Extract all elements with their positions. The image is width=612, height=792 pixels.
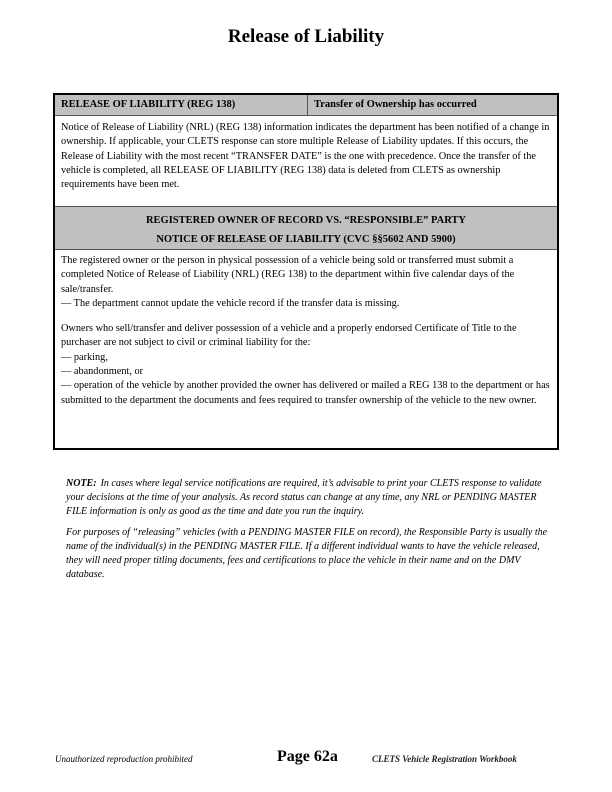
- table-header-row: [55, 95, 557, 116]
- release-of-liability-table: [53, 93, 559, 450]
- liability-item: — abandonment, or: [61, 366, 144, 378]
- note-text-1: In cases where legal service notifications are required, it’s advisable to print your CLETS response to validate your decisions at the time of your analysis. As record status can change at any time, any NRL or PENDING MASTER FILE information is only as good as the time and date you run the inquiry.: [66, 478, 542, 518]
- nrl-intro-text: Notice of Release of Liability (NRL) (REG 138) information indicates the department has been notified of a change in ownership. If applicable, your CLETS response can store multiple Release of Liability updates. If this occurs, the Release of Liability with the most recent “TRANSFER DATE” is the one with precedence. Once the transfer of the vehicle is completed, all RELEASE OF LIABILITY (REG 138) data is deleted from CLETS as ownership requirements have been met.: [55, 116, 557, 207]
- table-header-transfer: Transfer of Ownership has occurred: [314, 99, 477, 110]
- paragraph-spacer: [61, 311, 551, 322]
- page-footer: [0, 748, 612, 770]
- section-body: [55, 250, 557, 408]
- body-paragraph-submit-nrl: The registered owner or the person in physical possession of a vehicle being sold or transferred must submit a completed Notice of Release of Liability (NRL) (REG 138) to the department within five calendar days of the sale/transfer.: [61, 255, 515, 295]
- note-paragraph-1: [66, 477, 556, 520]
- table-header-reg138: RELEASE OF LIABILITY (REG 138): [55, 95, 308, 115]
- footer-copyright: Unauthorized reproduction prohibited: [55, 754, 193, 764]
- section-heading-nrl-cvc: NOTICE OF RELEASE OF LIABILITY (CVC §§5602 AND 5900): [156, 234, 456, 245]
- liability-item: — parking,: [61, 351, 108, 363]
- body-paragraph-liability: Owners who sell/transfer and deliver possession of a vehicle and a properly endorsed Certificate of Title to the purchaser are not subject to civil or criminal liability for the:: [61, 323, 517, 349]
- notes-section: [66, 477, 556, 588]
- body-note-missing-data: — The department cannot update the vehicle record if the transfer data is missing.: [61, 297, 400, 309]
- note-label: NOTE:: [66, 478, 97, 489]
- section-heading-owner-vs-responsible: REGISTERED OWNER OF RECORD VS. “RESPONSIBLE” PARTY: [145, 215, 467, 226]
- section-heading-band: [55, 207, 557, 250]
- page-number: Page 62a: [277, 748, 338, 765]
- liability-item: — operation of the vehicle by another provided the owner has delivered or mailed a REG 138 to the department or has submitted to the department the documents and fees required to transfer ownership of the vehicle to the new owner.: [61, 380, 550, 406]
- page-title: Release of Liability: [227, 26, 385, 47]
- footer-workbook-title: CLETS Vehicle Registration Workbook: [372, 754, 517, 764]
- note-paragraph-2: For purposes of “releasing” vehicles (with a PENDING MASTER FILE on record), the Responsible Party is usually the name of the individual(s) in the PENDING MASTER FILE. If a different individual wants to have the vehicle released, they will need proper titling documents, fees and certifications to place the vehicle in their name and on the DMV database.: [66, 526, 548, 581]
